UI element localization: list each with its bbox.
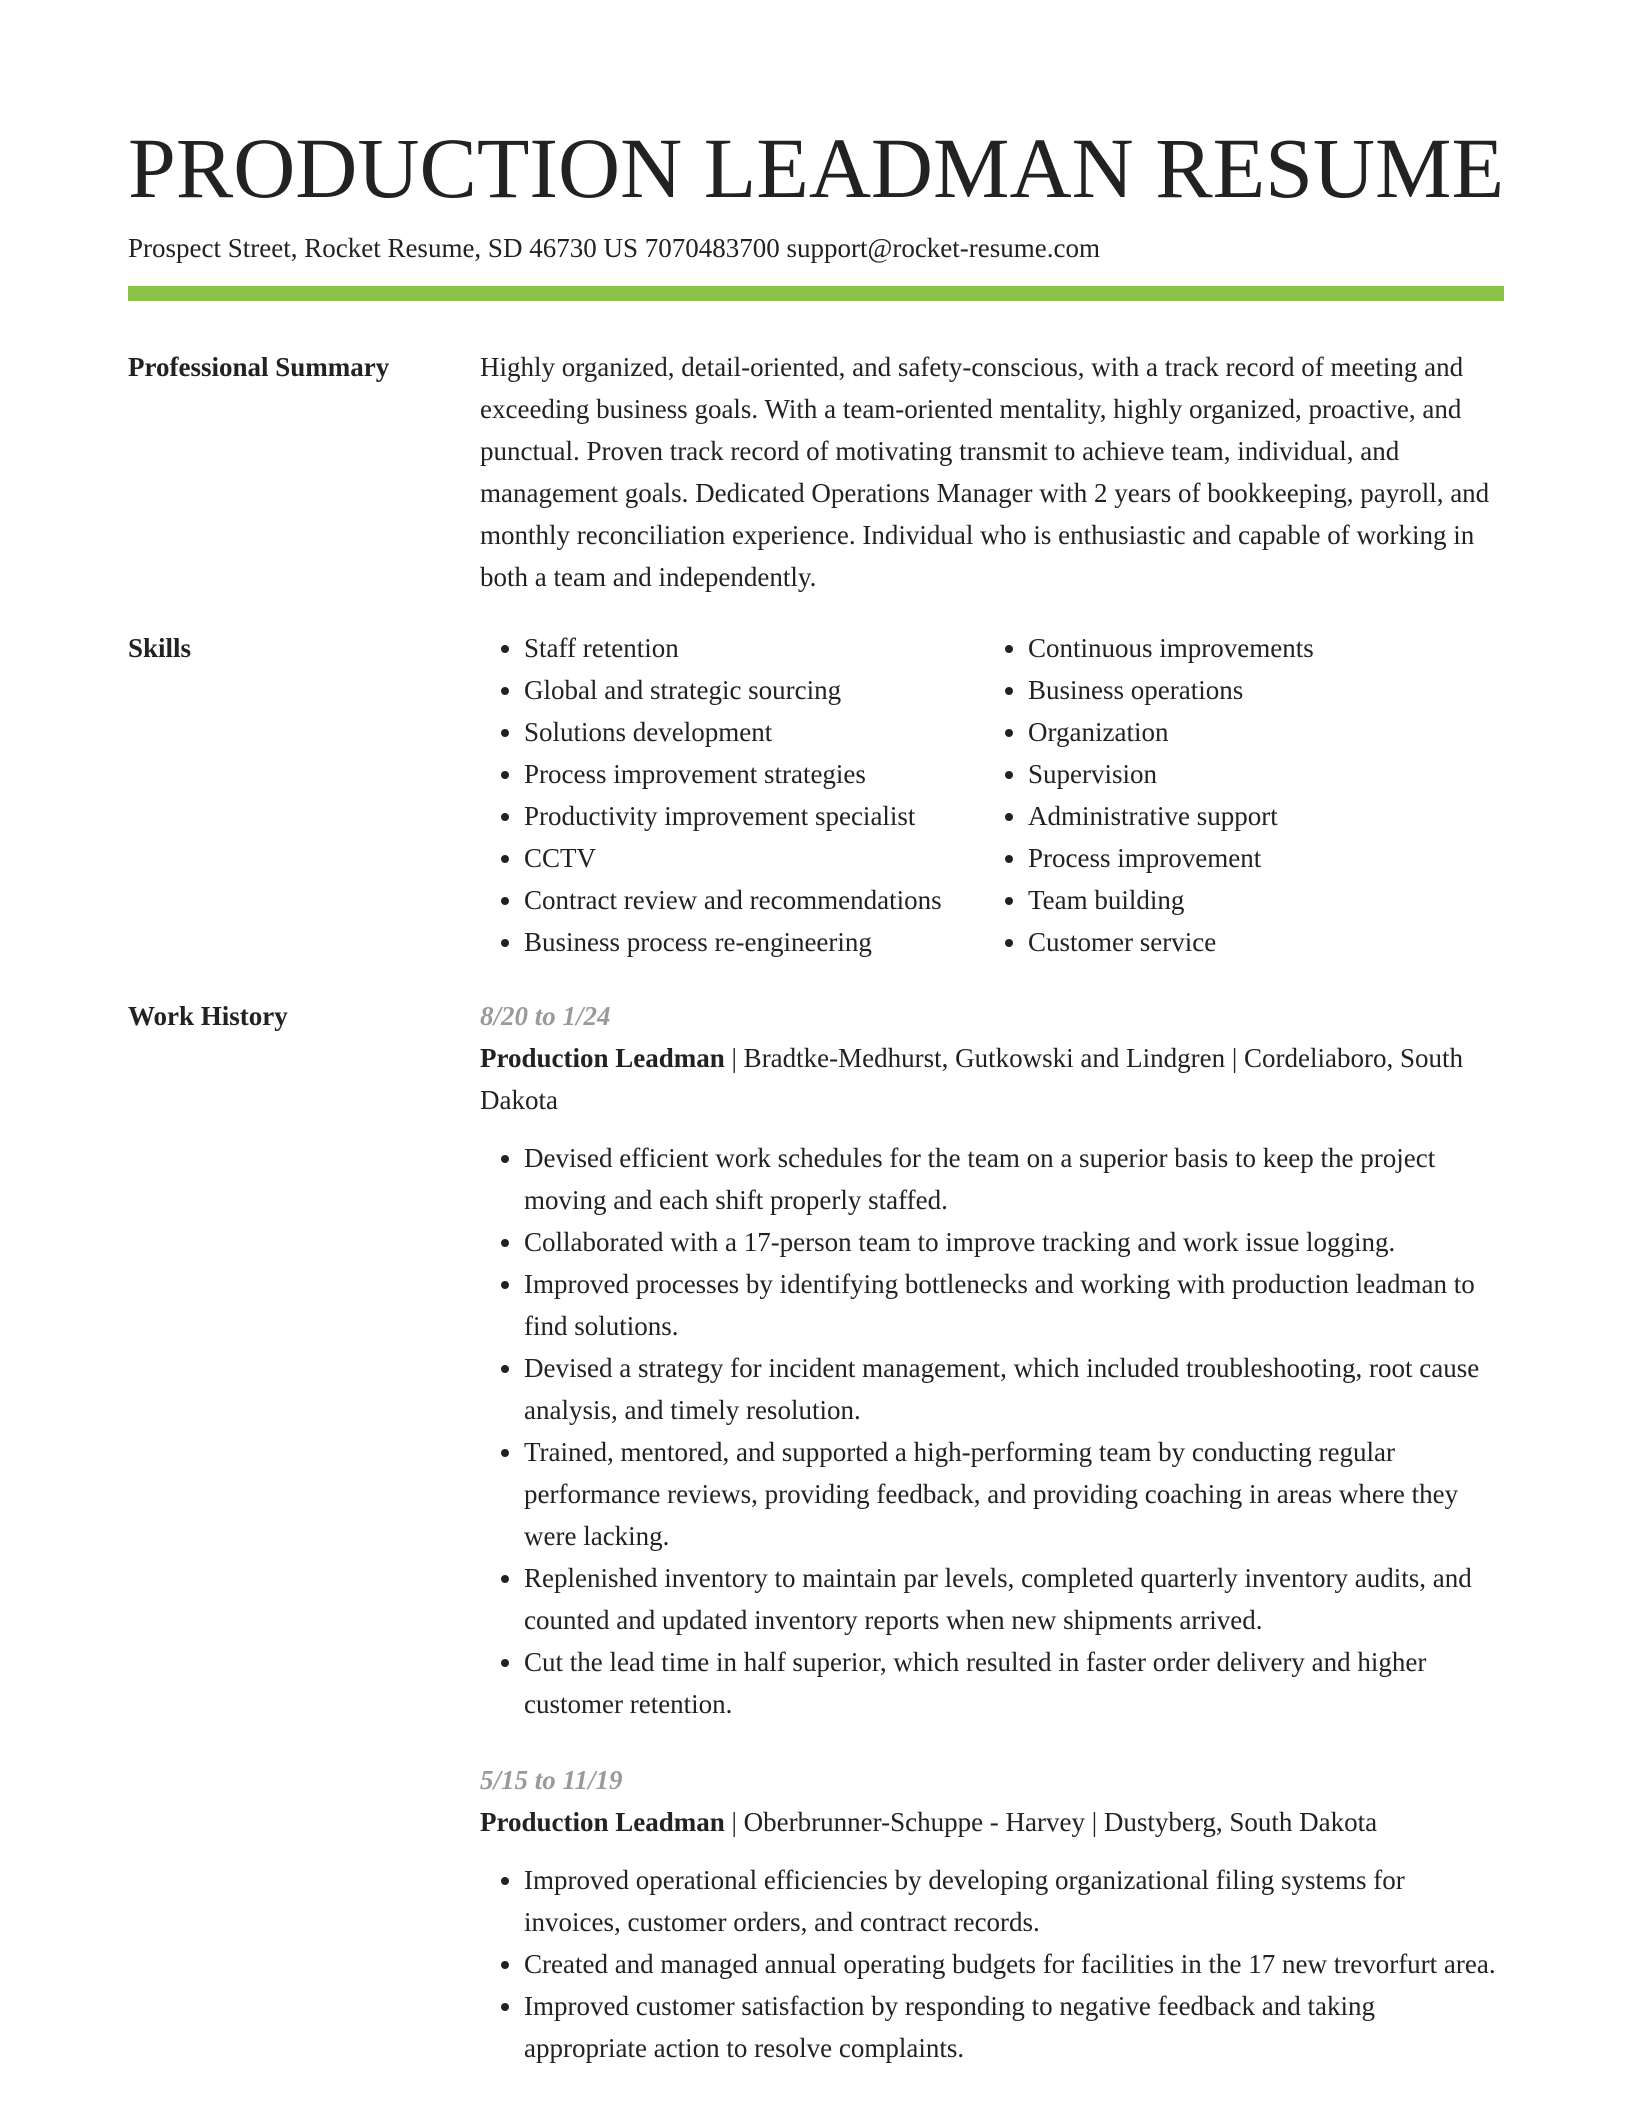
contact-address: Prospect Street, Rocket Resume, SD 46730 US (128, 233, 638, 263)
skill-item: • Business process re-engineering (524, 921, 984, 963)
skill-item: • Solutions development (524, 711, 984, 753)
job-bullet: • Created and managed annual operating budgets for facilities in the 17 new trevorfurt area. (524, 1943, 1504, 1985)
job-bullet: • Replenished inventory to maintain par levels, completed quarterly inventory audits, and counted and updated inventory reports when new shipments arrived. (524, 1557, 1504, 1641)
job-bullet: • Trained, mentored, and supported a high-performing team by conducting regular performance reviews, providing feedback, and providing coaching in areas where they were lacking. (524, 1431, 1504, 1557)
job-bullet: • Cut the lead time in half superior, which resulted in faster order delivery and higher customer retention. (524, 1641, 1504, 1725)
skill-item: • Administrative support (1028, 795, 1488, 837)
skill-item: • Team building (1028, 879, 1488, 921)
job-dates: 8/20 to 1/24 (480, 1001, 611, 1031)
skill-item: • Staff retention (524, 627, 984, 669)
skill-item: • Process improvement strategies (524, 753, 984, 795)
summary-text: Highly organized, detail-oriented, and safety-conscious, with a track record of meeting and exceeding business goals. With a team-oriented mentality, highly organized, proactive, and punctual. Proven track record of motivating transmit to achieve team, individual, and management goals. Dedicated Operations Manager with 2 years of bookkeeping, payroll, and monthly reconciliation experience. Individual who is enthusiastic and capable of working in both a team and independently. (480, 352, 1490, 592)
skill-item: • Global and strategic sourcing (524, 669, 984, 711)
job-details: | Oberbrunner-Schuppe - Harvey | Dustyberg, South Dakota (724, 1807, 1378, 1837)
job-header (480, 1037, 1504, 1121)
work-heading: Work History (128, 1001, 288, 1031)
skill-item: • Continuous improvements (1028, 627, 1488, 669)
job-bullet: • Devised a strategy for incident management, which included troubleshooting, root cause analysis, and timely resolution. (524, 1347, 1504, 1431)
skills-list-right (984, 627, 1488, 963)
contact-line (128, 230, 1100, 266)
job-header (480, 1801, 1504, 1843)
summary-body (480, 346, 1504, 598)
skill-item: • Business operations (1028, 669, 1488, 711)
accent-divider (128, 286, 1504, 301)
job-bullet: • Improved customer satisfaction by responding to negative feedback and taking appropriate action to resolve complaints. (524, 1985, 1504, 2069)
job-bullet: • Collaborated with a 17-person team to improve tracking and work issue logging. (524, 1221, 1504, 1263)
skill-item: • Organization (1028, 711, 1488, 753)
skills-columns (480, 627, 1504, 963)
job-entry (480, 1759, 1504, 2069)
skills-list-left (480, 627, 984, 963)
skill-item: • CCTV (524, 837, 984, 879)
skill-item: • Supervision (1028, 753, 1488, 795)
contact-email: support@rocket-resume.com (786, 233, 1100, 263)
job-dates: 5/15 to 11/19 (480, 1765, 623, 1795)
job-bullet-list (480, 1859, 1504, 2069)
skills-body (480, 627, 1504, 963)
job-entry (480, 995, 1504, 1725)
job-details: | Bradtke-Medhurst, Gutkowski and Lindgren | Cordeliaboro, South Dakota (480, 1043, 1463, 1115)
contact-phone: 7070483700 (644, 233, 780, 263)
job-title: Production Leadman (480, 1043, 725, 1073)
job-bullet: • Devised efficient work schedules for the team on a superior basis to keep the project moving and each shift properly staffed. (524, 1137, 1504, 1221)
work-body (480, 995, 1504, 2069)
skill-item: • Contract review and recommendations (524, 879, 984, 921)
skill-item: • Customer service (1028, 921, 1488, 963)
job-title: Production Leadman (480, 1807, 725, 1837)
job-bullet-list (480, 1137, 1504, 1725)
skills-heading: Skills (128, 633, 192, 663)
summary-heading: Professional Summary (128, 352, 390, 382)
skill-item: • Productivity improvement specialist (524, 795, 984, 837)
job-bullet: • Improved processes by identifying bottlenecks and working with production leadman to find solutions. (524, 1263, 1504, 1347)
skill-item: • Process improvement (1028, 837, 1488, 879)
job-bullet: • Improved operational efficiencies by developing organizational filing systems for invoices, customer orders, and contract records. (524, 1859, 1504, 1943)
resume-title: PRODUCTION LEADMAN RESUME (128, 120, 1505, 216)
